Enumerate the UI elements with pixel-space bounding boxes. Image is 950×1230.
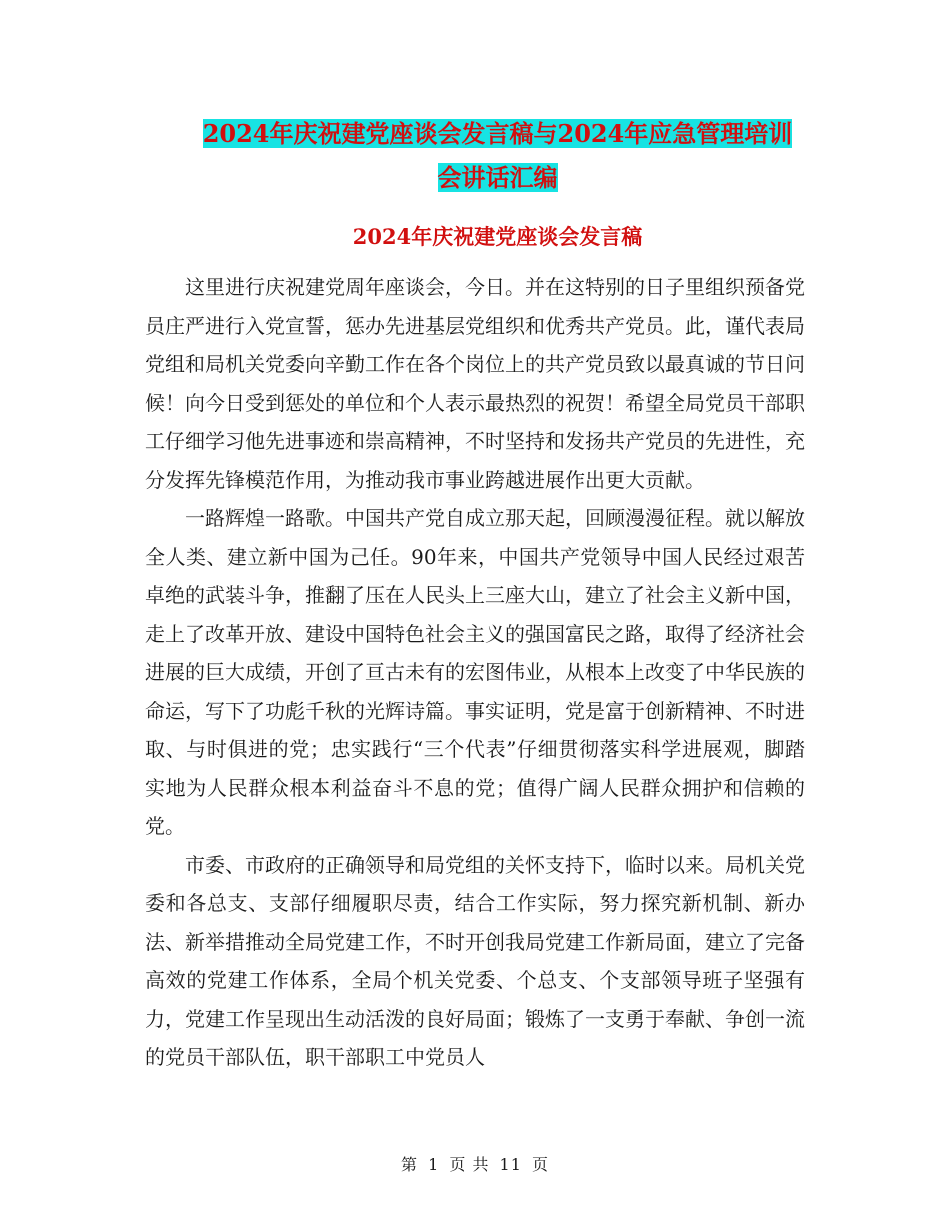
footer-mid: 页 共 bbox=[449, 1155, 490, 1174]
footer-total-pages: 11 bbox=[499, 1155, 522, 1174]
footer-page-number: 1 bbox=[428, 1155, 440, 1174]
paragraph-2: 一路辉煌一路歌。中国共产党自成立那天起，回顾漫漫征程。就以解放全人类、建立新中国为己任。90年来，中国共产党领导中国人民经过艰苦卓绝的武装斗争，推翻了压在人民头上三座大山，建立了社会主义新中国，走上了改革开放、建设中国特色社会主义的强国富民之路，取得了经济社会进展的巨大成绩，开创了亘古未有的宏图伟业，从根本上改变了中华民族的命运，写下了功彪千秋的光辉诗篇。事实证明，党是富于创新精神、不时进取、与时俱进的党；忠实践行“三个代表”仔细贯彻落实科学进展观，脚踏实地为人民群众根本利益奋斗不息的党；值得广阔人民群众拥护和信赖的党。 bbox=[145, 506, 805, 838]
title-line-2: 会讲话汇编 bbox=[437, 163, 558, 192]
body-text bbox=[145, 268, 805, 1077]
document-title bbox=[140, 112, 855, 200]
page-footer bbox=[0, 1154, 950, 1176]
section-title: 2024年庆祝建党座谈会发言稿 bbox=[352, 224, 643, 249]
title-line-1: 2024年庆祝建党座谈会发言稿与2024年应急管理培训 bbox=[202, 119, 793, 148]
footer-suffix: 页 bbox=[532, 1155, 550, 1174]
paragraph-3: 市委、市政府的正确领导和局党组的关怀支持下，临时以来。局机关党委和各总支、支部仔细履职尽责，结合工作实际，努力探究新机制、新办法、新举措推动全局党建工作，不时开创我局党建工作新局面，建立了完备高效的党建工作体系，全局个机关党委、个总支、个支部领导班子坚强有力，党建工作呈现出生动活泼的良好局面；锻炼了一支勇于奉献、争创一流的党员干部队伍，职干部职工中党员人 bbox=[145, 852, 805, 1069]
footer-prefix: 第 bbox=[400, 1155, 418, 1174]
paragraph-1: 这里进行庆祝建党周年座谈会，今日。并在这特别的日子里组织预备党员庄严进行入党宣誓，惩办先进基层党组织和优秀共产党员。此，谨代表局党组和局机关党委向辛勤工作在各个岗位上的共产党员致以最真诚的节日问候！向今日受到惩处的单位和个人表示最热烈的祝贺！希望全局党员干部职工仔细学习他先进事迹和崇高精神，不时坚持和发扬共产党员的先进性，充分发挥先锋模范作用，为推动我市事业跨越进展作出更大贡献。 bbox=[145, 275, 805, 492]
